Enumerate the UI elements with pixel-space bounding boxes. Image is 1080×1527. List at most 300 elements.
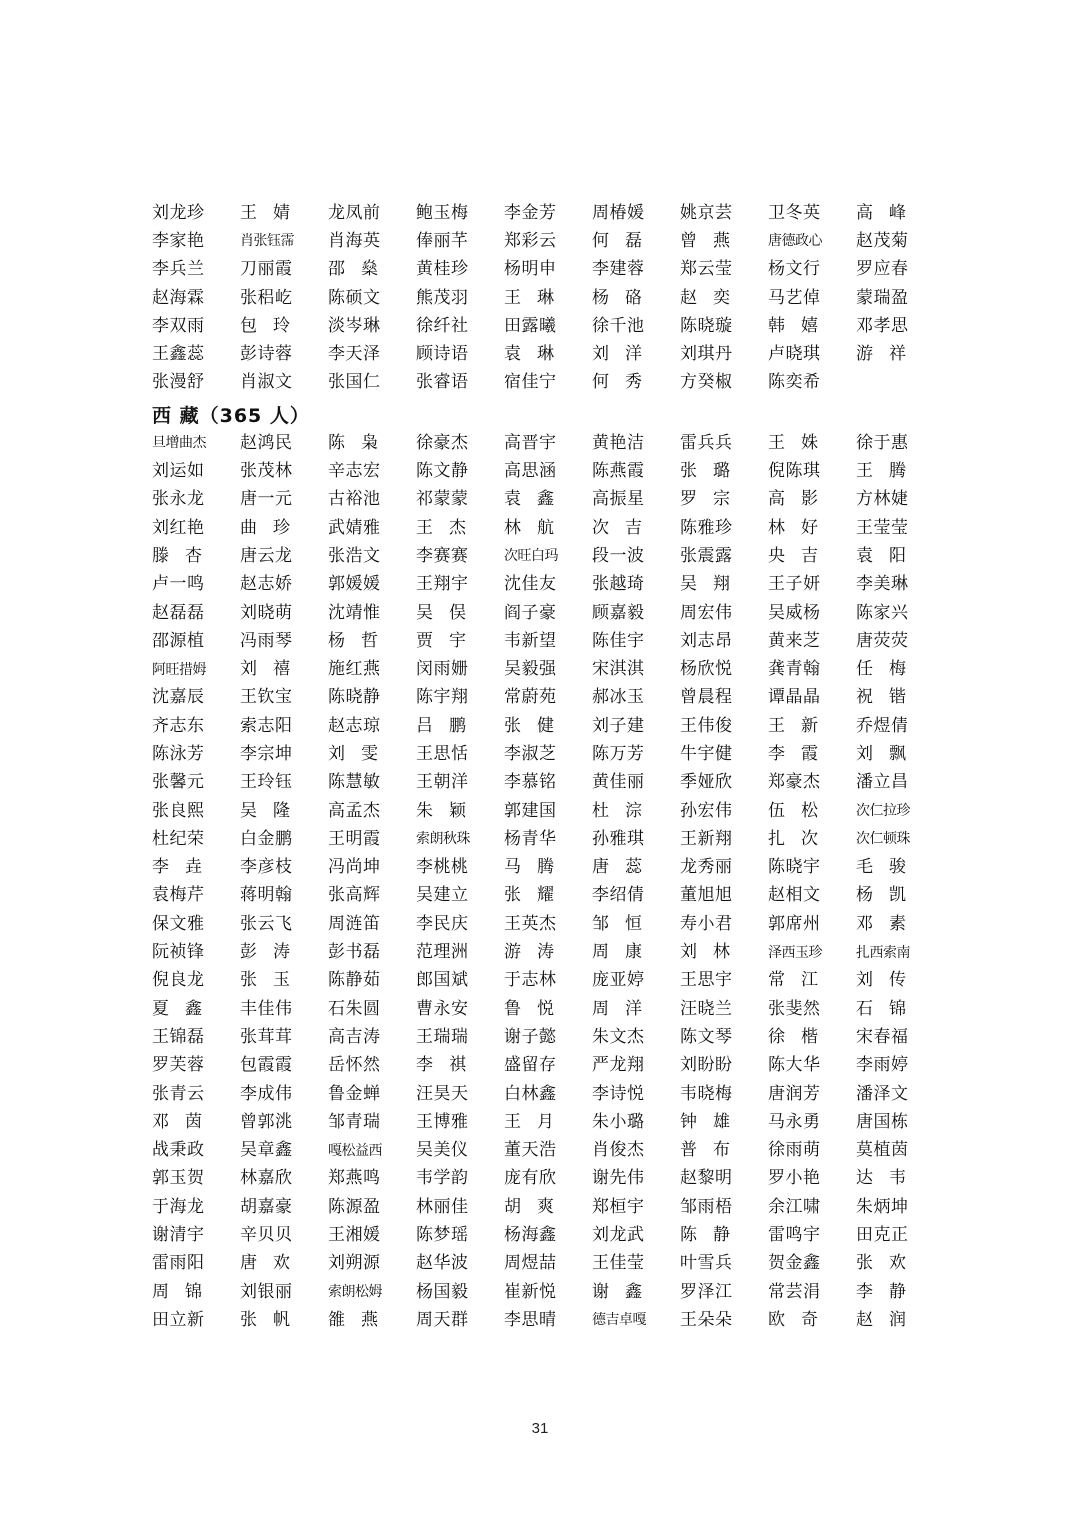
name-entry: 李静 — [856, 1281, 922, 1302]
name-entry: 贾宇 — [416, 630, 482, 651]
name-entry: 汪昊天 — [416, 1083, 469, 1104]
name-entry: 杨明申 — [504, 259, 557, 280]
name-entry: 吴隆 — [240, 800, 306, 821]
name-entry: 张越琦 — [592, 574, 645, 595]
name-entry: 邹恒 — [592, 913, 658, 934]
name-entry: 王博雅 — [416, 1111, 469, 1132]
name-entry: 赵磊磊 — [152, 602, 205, 623]
name-entry: 董旭旭 — [680, 885, 733, 906]
name-entry: 李祺 — [416, 1055, 482, 1076]
name-entry: 鲁金蝉 — [328, 1083, 381, 1104]
name-entry: 王琳 — [504, 287, 570, 308]
name-entry: 黄艳洁 — [592, 432, 645, 453]
name-entry: 刘龙珍 — [152, 202, 205, 223]
name-entry: 杨海鑫 — [504, 1225, 557, 1246]
name-entry: 杨国毅 — [416, 1281, 469, 1302]
name-entry: 张高辉 — [328, 885, 381, 906]
name-entry: 袁梅芹 — [152, 885, 205, 906]
name-entry: 曹永安 — [416, 998, 469, 1019]
name-row — [152, 655, 932, 683]
name-entry: 谢先伟 — [592, 1168, 645, 1189]
name-entry: 扎西索南 — [856, 944, 910, 961]
name-entry: 李兵兰 — [152, 259, 205, 280]
name-entry: 宿佳宁 — [504, 372, 557, 393]
section-heading: 西 藏（365 人） — [152, 404, 310, 427]
name-entry: 刘龙武 — [592, 1225, 645, 1246]
name-entry: 周涟笛 — [328, 913, 381, 934]
name-entry: 徐千池 — [592, 315, 645, 336]
name-entry: 李彦枝 — [240, 857, 293, 878]
name-entry: 王英杰 — [504, 913, 557, 934]
name-entry: 于海龙 — [152, 1196, 205, 1217]
name-entry: 龚青翰 — [768, 659, 821, 680]
name-entry: 周煜喆 — [504, 1253, 557, 1274]
name-entry: 陈枭 — [328, 432, 394, 453]
name-entry: 徐豪杰 — [416, 432, 469, 453]
name-entry: 叶雪兵 — [680, 1253, 733, 1274]
name-entry: 王佳莹 — [592, 1253, 645, 1274]
name-entry: 王玲钰 — [240, 772, 293, 793]
name-row — [152, 571, 932, 599]
name-entry: 刘晓萌 — [240, 602, 293, 623]
name-entry: 赵志娇 — [240, 574, 293, 595]
name-entry: 刘运如 — [152, 461, 205, 482]
name-row — [152, 1137, 932, 1165]
name-entry: 央吉 — [768, 545, 834, 566]
name-entry: 鲁悦 — [504, 998, 570, 1019]
name-entry: 祝锴 — [856, 687, 922, 708]
name-entry: 唐蕊 — [592, 857, 658, 878]
name-row — [152, 740, 932, 768]
name-entry: 德吉卓嘎 — [592, 1312, 646, 1329]
name-entry: 陈晓璇 — [680, 315, 733, 336]
name-entry: 包玲 — [240, 315, 306, 336]
name-entry: 陈宇翔 — [416, 687, 469, 708]
name-entry: 陈家兴 — [856, 602, 909, 623]
name-entry: 王翔宇 — [416, 574, 469, 595]
name-entry: 郑彩云 — [504, 230, 557, 251]
name-entry: 郑桓宇 — [592, 1196, 645, 1217]
name-row — [152, 369, 932, 397]
name-entry: 林航 — [504, 517, 570, 538]
name-row — [152, 256, 932, 284]
name-entry: 林好 — [768, 517, 834, 538]
name-entry: 陈文琴 — [680, 1026, 733, 1047]
name-entry: 熊茂羽 — [416, 287, 469, 308]
name-entry: 邓素 — [856, 913, 922, 934]
name-entry: 刘红艳 — [152, 517, 205, 538]
name-entry: 索朗秋珠 — [416, 831, 470, 848]
name-entry: 高孟杰 — [328, 800, 381, 821]
name-row — [152, 1052, 932, 1080]
name-entry: 陈泳芳 — [152, 743, 205, 764]
name-entry: 彭书磊 — [328, 942, 381, 963]
name-entry: 辛志宏 — [328, 461, 381, 482]
name-entry: 郭玉贺 — [152, 1168, 205, 1189]
name-entry: 张欢 — [856, 1253, 922, 1274]
name-entry: 罗芙蓉 — [152, 1055, 205, 1076]
name-row — [152, 542, 932, 570]
name-entry: 邓孝思 — [856, 315, 909, 336]
name-entry: 韦新望 — [504, 630, 557, 651]
name-entry: 谢鑫 — [592, 1281, 658, 1302]
name-entry: 王杰 — [416, 517, 482, 538]
name-entry: 董天浩 — [504, 1140, 557, 1161]
name-entry: 刘禧 — [240, 659, 306, 680]
name-entry: 李宗坤 — [240, 743, 293, 764]
name-entry: 赵海霖 — [152, 287, 205, 308]
name-entry: 俸丽芊 — [416, 230, 469, 251]
name-entry: 袁鑫 — [504, 489, 570, 510]
name-entry: 王朝洋 — [416, 772, 469, 793]
name-entry: 古裕池 — [328, 489, 381, 510]
name-entry: 伍松 — [768, 800, 834, 821]
name-entry: 张青云 — [152, 1083, 205, 1104]
name-entry: 吴章鑫 — [240, 1140, 293, 1161]
name-entry: 刘志昂 — [680, 630, 733, 651]
name-entry: 郑云莹 — [680, 259, 733, 280]
name-entry: 张茂林 — [240, 461, 293, 482]
name-row — [152, 825, 932, 853]
name-entry: 陈静茹 — [328, 970, 381, 991]
name-entry: 谭晶晶 — [768, 687, 821, 708]
name-entry: 李绍倩 — [592, 885, 645, 906]
name-entry: 韩嬉 — [768, 315, 834, 336]
name-entry: 乔煜倩 — [856, 715, 909, 736]
name-entry: 高影 — [768, 489, 834, 510]
name-entry: 吕鹏 — [416, 715, 482, 736]
name-entry: 李桃桃 — [416, 857, 469, 878]
name-entry: 白金鹏 — [240, 828, 293, 849]
name-entry: 王子妍 — [768, 574, 821, 595]
name-entry: 王月 — [504, 1111, 570, 1132]
name-row — [152, 712, 932, 740]
name-entry: 徐于惠 — [856, 432, 909, 453]
name-entry: 武婧雅 — [328, 517, 381, 538]
name-entry: 唐一元 — [240, 489, 293, 510]
name-entry: 崔新悦 — [504, 1281, 557, 1302]
name-entry: 郭席州 — [768, 913, 821, 934]
name-entry: 王明霞 — [328, 828, 381, 849]
name-entry: 李慕铭 — [504, 772, 557, 793]
name-entry: 陈燕霞 — [592, 461, 645, 482]
name-entry: 李思晴 — [504, 1309, 557, 1330]
name-entry: 徐纤社 — [416, 315, 469, 336]
name-entry: 陈梦瑶 — [416, 1225, 469, 1246]
name-entry: 杨欣悦 — [680, 659, 733, 680]
name-entry: 王伟俊 — [680, 715, 733, 736]
name-row — [152, 1165, 932, 1193]
name-row — [152, 882, 932, 910]
name-row — [152, 429, 932, 457]
name-entry: 周洋 — [592, 998, 658, 1019]
name-entry: 刘盼盼 — [680, 1055, 733, 1076]
name-entry: 周宏伟 — [680, 602, 733, 623]
name-entry: 潘泽文 — [856, 1083, 909, 1104]
name-entry: 李赛赛 — [416, 545, 469, 566]
name-entry: 罗宗 — [680, 489, 746, 510]
name-entry: 李天泽 — [328, 344, 381, 365]
name-entry: 李雨婷 — [856, 1055, 909, 1076]
name-entry: 杨硌 — [592, 287, 658, 308]
name-entry: 唐德政心 — [768, 233, 822, 250]
name-entry: 杨青华 — [504, 828, 557, 849]
name-entry: 于志林 — [504, 970, 557, 991]
name-row — [152, 340, 932, 368]
name-entry: 陈晓宇 — [768, 857, 821, 878]
name-entry: 刘朔源 — [328, 1253, 381, 1274]
name-entry: 高振星 — [592, 489, 645, 510]
name-entry: 沈佳友 — [504, 574, 557, 595]
name-entry: 嘎松益西 — [328, 1142, 382, 1159]
name-entry: 唐润芳 — [768, 1083, 821, 1104]
name-entry: 张稆屹 — [240, 287, 293, 308]
name-entry: 倪良龙 — [152, 970, 205, 991]
name-entry: 张茸茸 — [240, 1026, 293, 1047]
name-entry: 陈雅珍 — [680, 517, 733, 538]
name-entry: 宋淇淇 — [592, 659, 645, 680]
name-entry: 徐楷 — [768, 1026, 834, 1047]
name-entry: 马艺倬 — [768, 287, 821, 308]
name-entry: 韦晓梅 — [680, 1083, 733, 1104]
name-entry: 邹青瑞 — [328, 1111, 381, 1132]
name-entry: 方癸椒 — [680, 372, 733, 393]
name-entry: 李成伟 — [240, 1083, 293, 1104]
name-row — [152, 1193, 932, 1221]
name-entry: 方林婕 — [856, 489, 909, 510]
name-entry: 施红燕 — [328, 659, 381, 680]
name-entry: 龙凤前 — [328, 202, 381, 223]
name-entry: 普布 — [680, 1140, 746, 1161]
name-entry: 杨哲 — [328, 630, 394, 651]
name-entry: 田露曦 — [504, 315, 557, 336]
name-entry: 赵茂菊 — [856, 230, 909, 251]
name-row — [152, 1108, 932, 1136]
name-entry: 曾郭洮 — [240, 1111, 293, 1132]
name-entry: 王湘媛 — [328, 1225, 381, 1246]
name-entry: 顾诗语 — [416, 344, 469, 365]
name-entry: 周康 — [592, 942, 658, 963]
name-entry: 杜纪荣 — [152, 828, 205, 849]
name-entry: 李民庆 — [416, 913, 469, 934]
name-entry: 陈源盈 — [328, 1196, 381, 1217]
name-entry: 郑燕鸣 — [328, 1168, 381, 1189]
name-entry: 吴建立 — [416, 885, 469, 906]
name-entry: 张国仁 — [328, 372, 381, 393]
name-entry: 赵黎明 — [680, 1168, 733, 1189]
name-entry: 索志阳 — [240, 715, 293, 736]
name-entry: 曾晨程 — [680, 687, 733, 708]
name-entry: 陈硕文 — [328, 287, 381, 308]
name-row — [152, 1306, 932, 1334]
page-number: 31 — [531, 1420, 549, 1437]
name-entry: 牛宇健 — [680, 743, 733, 764]
name-entry: 卫冬英 — [768, 202, 821, 223]
name-entry: 雷鸣宇 — [768, 1225, 821, 1246]
name-row — [152, 797, 932, 825]
name-entry: 刘洋 — [592, 344, 658, 365]
name-entry: 庞亚婷 — [592, 970, 645, 991]
name-entry: 扎次 — [768, 828, 834, 849]
name-entry: 盛留存 — [504, 1055, 557, 1076]
name-entry: 邓茵 — [152, 1111, 218, 1132]
name-entry: 黄佳丽 — [592, 772, 645, 793]
name-entry: 谢子懿 — [504, 1026, 557, 1047]
name-entry: 沈靖惟 — [328, 602, 381, 623]
name-row — [152, 938, 932, 966]
name-entry: 次旺白玛 — [504, 548, 558, 565]
name-entry: 次仁拉珍 — [856, 803, 910, 820]
name-entry: 潘立昌 — [856, 772, 909, 793]
name-entry: 李美琳 — [856, 574, 909, 595]
name-entry: 张馨元 — [152, 772, 205, 793]
name-entry: 郑豪杰 — [768, 772, 821, 793]
name-entry: 毛骏 — [856, 857, 922, 878]
name-entry: 郝冰玉 — [592, 687, 645, 708]
name-entry: 李家艳 — [152, 230, 205, 251]
name-entry: 韦学韵 — [416, 1168, 469, 1189]
name-entry: 朱小璐 — [592, 1111, 645, 1132]
name-entry: 李霞 — [768, 743, 834, 764]
name-row — [152, 312, 932, 340]
name-entry: 李淑芝 — [504, 743, 557, 764]
name-entry: 段一波 — [592, 545, 645, 566]
name-entry: 肖淑文 — [240, 372, 293, 393]
name-entry: 丰佳伟 — [240, 998, 293, 1019]
name-row — [152, 910, 932, 938]
name-entry: 闵雨姗 — [416, 659, 469, 680]
name-entry: 陈静 — [680, 1225, 746, 1246]
name-entry: 李诗悦 — [592, 1083, 645, 1104]
name-entry: 张璐 — [680, 461, 746, 482]
name-entry: 冯雨琴 — [240, 630, 293, 651]
name-entry: 吴威杨 — [768, 602, 821, 623]
name-entry: 达韦 — [856, 1168, 922, 1189]
name-row — [152, 627, 932, 655]
name-entry: 张良熙 — [152, 800, 205, 821]
name-entry: 陈奕希 — [768, 372, 821, 393]
name-entry: 辛贝贝 — [240, 1225, 293, 1246]
name-entry: 范理洲 — [416, 942, 469, 963]
name-entry: 袁琳 — [504, 344, 570, 365]
name-entry: 包霞霞 — [240, 1055, 293, 1076]
name-entry: 鲍玉梅 — [416, 202, 469, 223]
name-entry: 卢一鸣 — [152, 574, 205, 595]
name-entry: 林嘉欣 — [240, 1168, 293, 1189]
name-entry: 旦增曲杰 — [152, 435, 206, 452]
name-entry: 张浩文 — [328, 545, 381, 566]
name-entry: 何秀 — [592, 372, 658, 393]
name-entry: 姚京芸 — [680, 202, 733, 223]
name-entry: 唐国栋 — [856, 1111, 909, 1132]
name-row — [152, 854, 932, 882]
name-entry: 石朱圆 — [328, 998, 381, 1019]
name-entry: 刘飘 — [856, 743, 922, 764]
name-entry: 阿旺措姆 — [152, 661, 206, 678]
name-entry: 刀丽霞 — [240, 259, 293, 280]
name-entry: 莫植茵 — [856, 1140, 909, 1161]
name-entry: 索朗松姆 — [328, 1284, 382, 1301]
name-entry: 常蔚苑 — [504, 687, 557, 708]
name-entry: 王锦磊 — [152, 1026, 205, 1047]
name-row — [152, 1023, 932, 1051]
name-entry: 刘琪丹 — [680, 344, 733, 365]
name-row — [152, 599, 932, 627]
name-entry: 张云飞 — [240, 913, 293, 934]
name-row — [152, 514, 932, 542]
name-entry: 高峰 — [856, 202, 922, 223]
name-entry: 王朵朵 — [680, 1309, 733, 1330]
name-entry: 王钦宝 — [240, 687, 293, 708]
name-entry: 曲珍 — [240, 517, 306, 538]
name-entry: 彭涛 — [240, 942, 306, 963]
name-entry: 林丽佳 — [416, 1196, 469, 1217]
name-entry: 刘雯 — [328, 743, 394, 764]
name-entry: 赵相文 — [768, 885, 821, 906]
name-entry: 肖海英 — [328, 230, 381, 251]
name-entry: 王思恬 — [416, 743, 469, 764]
name-entry: 沈嘉辰 — [152, 687, 205, 708]
name-entry: 张健 — [504, 715, 570, 736]
name-entry: 马腾 — [504, 857, 570, 878]
name-entry: 顾嘉毅 — [592, 602, 645, 623]
name-entry: 石锦 — [856, 998, 922, 1019]
name-entry: 雷雨阳 — [152, 1253, 205, 1274]
name-entry: 泽西玉珍 — [768, 944, 822, 961]
name-entry: 高吉涛 — [328, 1026, 381, 1047]
name-entry: 淡岑琳 — [328, 315, 381, 336]
name-entry: 齐志东 — [152, 715, 205, 736]
name-entry: 赵润 — [856, 1309, 922, 1330]
name-entry: 徐雨萌 — [768, 1140, 821, 1161]
name-entry: 袁阳 — [856, 545, 922, 566]
name-entry: 罗小艳 — [768, 1168, 821, 1189]
name-entry: 任梅 — [856, 659, 922, 680]
name-entry: 朱文杰 — [592, 1026, 645, 1047]
name-entry: 龙秀丽 — [680, 857, 733, 878]
name-entry: 吴俣 — [416, 602, 482, 623]
name-entry: 肖张钰霈 — [240, 233, 294, 250]
name-entry: 杜淙 — [592, 800, 658, 821]
name-entry: 王新翔 — [680, 828, 733, 849]
name-entry: 胡嘉豪 — [240, 1196, 293, 1217]
name-entry: 贺金鑫 — [768, 1253, 821, 1274]
name-row — [152, 1080, 932, 1108]
name-entry: 张斐然 — [768, 998, 821, 1019]
name-entry: 陈万芳 — [592, 743, 645, 764]
name-entry: 周锦 — [152, 1281, 218, 1302]
name-entry: 郎国斌 — [416, 970, 469, 991]
name-entry: 朱颖 — [416, 800, 482, 821]
name-entry: 雷兵兵 — [680, 432, 733, 453]
name-entry: 游祥 — [856, 344, 922, 365]
name-entry: 陈慧敏 — [328, 772, 381, 793]
name-row — [152, 995, 932, 1023]
name-entry: 庞有欣 — [504, 1168, 557, 1189]
name-entry: 王莹莹 — [856, 517, 909, 538]
name-entry: 罗应春 — [856, 259, 909, 280]
name-row — [152, 457, 932, 485]
name-entry: 陈大华 — [768, 1055, 821, 1076]
name-entry: 阎子豪 — [504, 602, 557, 623]
name-entry: 周椿媛 — [592, 202, 645, 223]
name-entry: 张耀 — [504, 885, 570, 906]
name-entry: 胡爽 — [504, 1196, 570, 1217]
name-row — [152, 227, 932, 255]
name-entry: 陈佳宇 — [592, 630, 645, 651]
name-entry: 王瑞瑞 — [416, 1026, 469, 1047]
name-entry: 刘传 — [856, 970, 922, 991]
